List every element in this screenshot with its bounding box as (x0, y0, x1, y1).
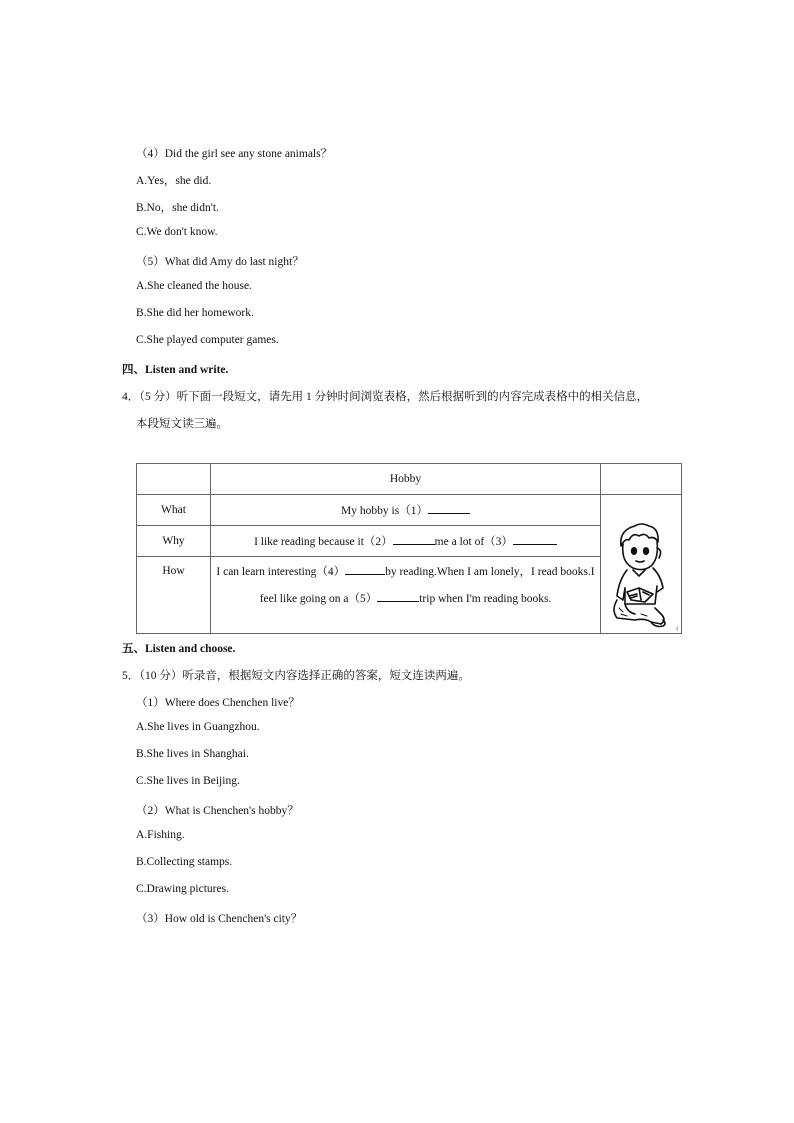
option-a: A.Yes，she did. (136, 175, 212, 187)
table-header: Hobby (211, 464, 601, 495)
section-5-heading: 五、Listen and choose. (122, 643, 236, 655)
option-b: B.Collecting stamps. (136, 856, 233, 868)
how-text-1: I can learn interesting（4） (216, 566, 346, 578)
table-corner-cell (137, 464, 211, 495)
row-label-what: What (137, 495, 211, 526)
section-4-heading: 四、Listen and write. (122, 364, 229, 376)
option-b: B.No，she didn't. (136, 202, 219, 214)
what-text: My hobby is（1） (341, 505, 428, 517)
option-b: B.She did her homework. (136, 307, 254, 319)
row-content-what (211, 495, 601, 526)
option-c: C.She lives in Beijing. (136, 775, 240, 787)
hobby-table (136, 463, 682, 634)
question-4-text: （4）Did the girl see any stone animals？ (136, 148, 333, 160)
blank-4 (345, 564, 385, 575)
how-text-2: by reading.When I am lonely，I read books.I (385, 566, 595, 578)
row-content-why (211, 526, 601, 557)
option-c: C.We don't know. (136, 226, 218, 238)
option-c: C.Drawing pictures. (136, 883, 229, 895)
table-header-empty-cell (601, 464, 682, 495)
option-b: B.She lives in Shanghai. (136, 748, 249, 760)
boy-reading-picture-cell (601, 495, 682, 634)
question-5-text: （5）What did Amy do last night？ (136, 256, 304, 268)
how-text-4: trip when I'm reading books. (419, 593, 552, 605)
option-a: A.She lives in Guangzhou. (136, 721, 260, 733)
question-2-text: （2）What is Chenchen's hobby？ (136, 805, 299, 817)
section-4-instruction: 4．（5 分）听下面一段短文，请先用 1 分钟时间浏览表格，然后根据听到的内容完成表格中的相关信息， (122, 391, 649, 403)
option-a: A.She cleaned the house. (136, 280, 252, 292)
question-1-text: （1）Where does Chenchen live？ (136, 697, 300, 709)
question-3-text: （3）How old is Chenchen's city？ (136, 913, 303, 925)
row-content-how (211, 557, 601, 634)
section-4-instruction-cont: 本段短文读三遍。 (136, 418, 228, 430)
section-5-instruction: 5．（10 分）听录音，根据短文内容选择正确的答案，短文连读两遍。 (122, 670, 470, 682)
blank-5 (377, 591, 419, 602)
row-label-why: Why (137, 526, 211, 557)
blank-3 (513, 534, 557, 545)
option-a: A.Fishing. (136, 829, 185, 841)
blank-1 (428, 503, 470, 514)
blank-2 (393, 534, 435, 545)
boy-reading-icon (601, 496, 681, 632)
why-text-1: I like reading because it（2） (254, 536, 393, 548)
how-text-3: feel like going on a（5） (259, 593, 378, 605)
row-label-how: How (137, 557, 211, 634)
option-c: C.She played computer games. (136, 334, 279, 346)
why-text-2: me a lot of（3） (434, 536, 513, 548)
picture-mark: 4 (675, 627, 678, 632)
